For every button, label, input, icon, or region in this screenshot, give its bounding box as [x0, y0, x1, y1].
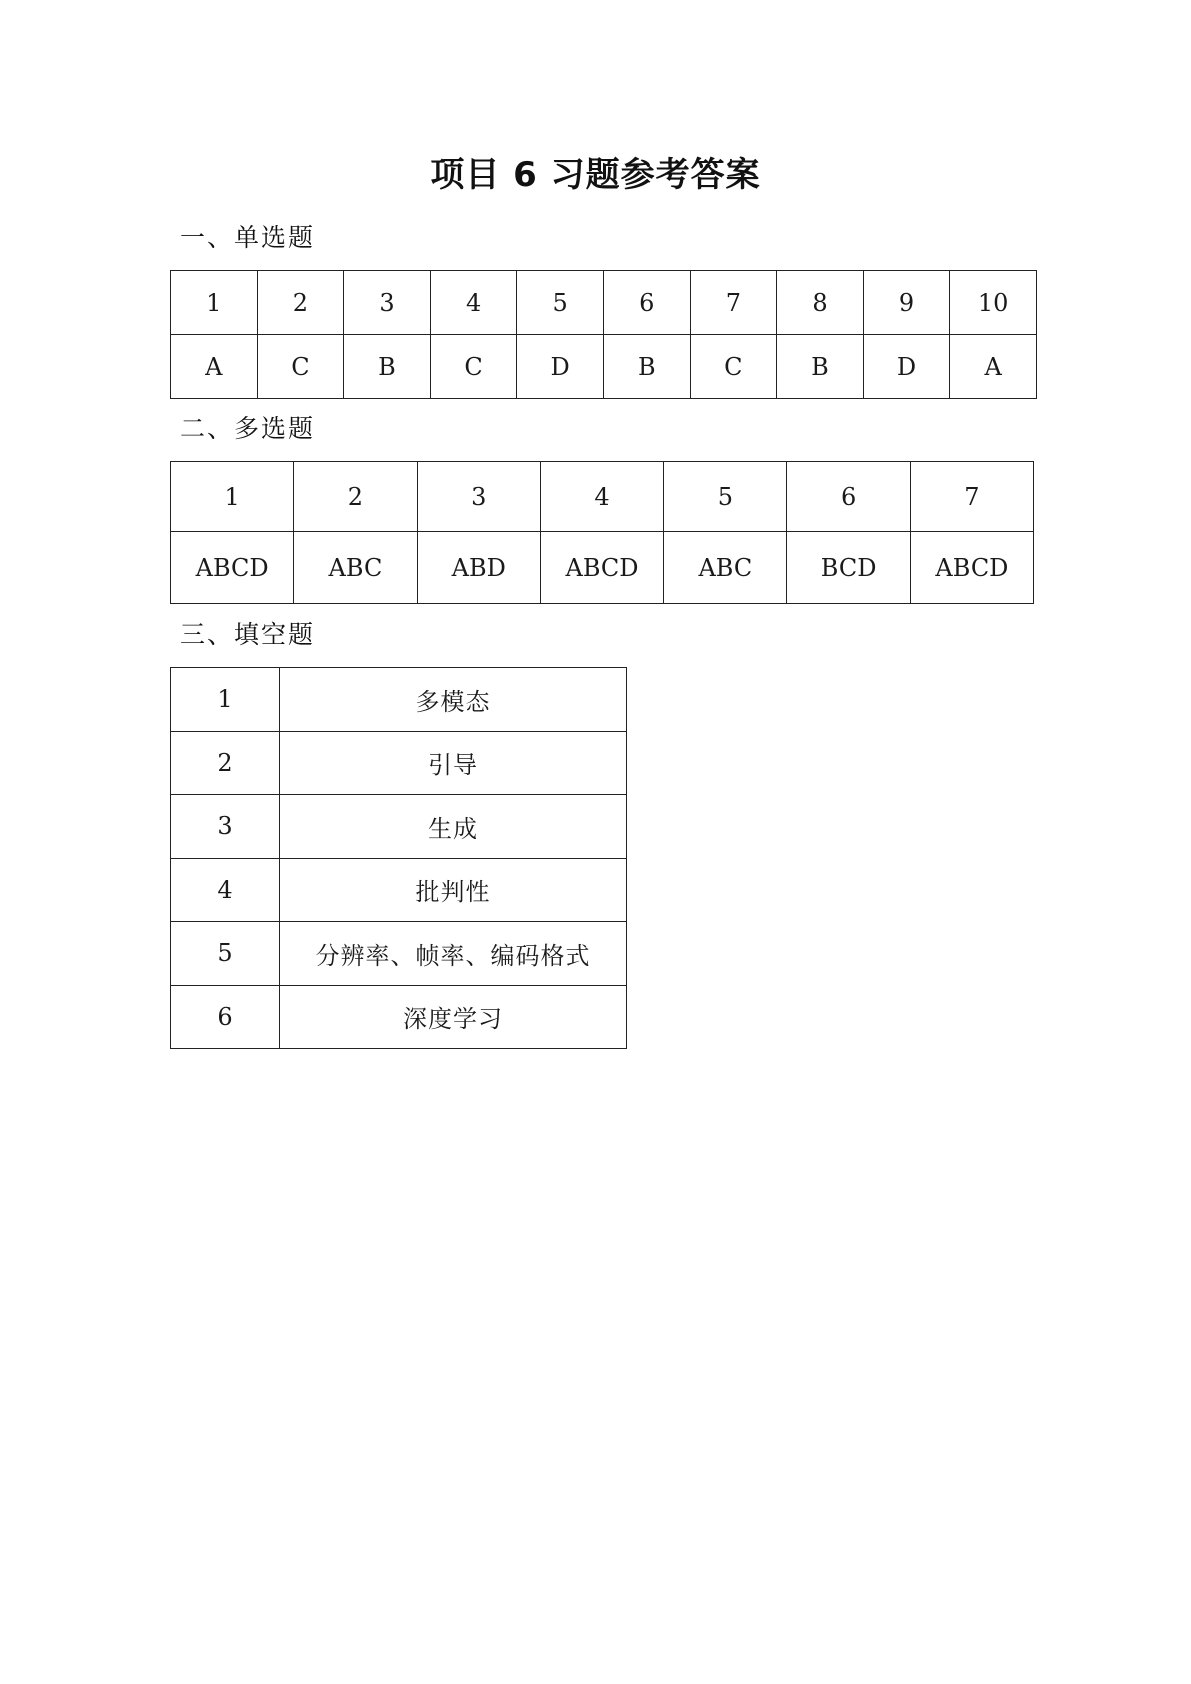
question-number-cell: 8 — [777, 271, 864, 335]
page-title: 项目 6 习题参考答案 — [430, 155, 761, 195]
table-row — [171, 922, 627, 986]
answer-cell: D — [863, 335, 950, 399]
answer-cell: ABCD — [540, 532, 663, 604]
table-row — [171, 271, 1037, 335]
answer-cell: 分辨率、帧率、编码格式 — [280, 922, 627, 986]
question-number-cell: 5 — [664, 462, 787, 532]
question-number-cell: 6 — [603, 271, 690, 335]
answer-cell: D — [517, 335, 604, 399]
question-number-cell: 5 — [517, 271, 604, 335]
answer-cell: B — [344, 335, 431, 399]
section-heading-multiple-choice: 二、多选题 — [180, 414, 316, 443]
question-number-cell: 2 — [294, 462, 417, 532]
answer-cell: 深度学习 — [280, 985, 627, 1049]
answer-cell: ABCD — [171, 532, 294, 604]
answer-cell: 批判性 — [280, 858, 627, 922]
question-number-cell: 4 — [430, 271, 517, 335]
table-row — [171, 462, 1034, 532]
question-number-cell: 3 — [417, 462, 540, 532]
question-number-cell: 1 — [171, 462, 294, 532]
answer-cell: ABC — [664, 532, 787, 604]
answer-cell: ABCD — [910, 532, 1033, 604]
question-number-cell: 6 — [787, 462, 910, 532]
answer-cell: C — [430, 335, 517, 399]
question-number-cell: 3 — [344, 271, 431, 335]
fill-in-blank-answer-table — [170, 667, 627, 1049]
answer-cell: C — [257, 335, 344, 399]
section-heading-fill-in-blank: 三、填空题 — [180, 620, 316, 649]
answer-cell: 多模态 — [280, 668, 627, 732]
question-number-cell: 9 — [863, 271, 950, 335]
answer-cell: BCD — [787, 532, 910, 604]
question-number-cell: 7 — [690, 271, 777, 335]
answer-cell: A — [950, 335, 1037, 399]
section-heading-single-choice: 一、单选题 — [180, 223, 316, 252]
question-number-cell: 1 — [171, 668, 280, 732]
answer-cell: C — [690, 335, 777, 399]
table-row — [171, 335, 1037, 399]
question-number-cell: 1 — [171, 271, 258, 335]
answer-cell: B — [603, 335, 690, 399]
table-row — [171, 731, 627, 795]
question-number-cell: 10 — [950, 271, 1037, 335]
table-row — [171, 985, 627, 1049]
answer-cell: B — [777, 335, 864, 399]
question-number-cell: 6 — [171, 985, 280, 1049]
answer-cell: A — [171, 335, 258, 399]
answer-cell: ABC — [294, 532, 417, 604]
table-row — [171, 795, 627, 859]
answer-cell: 引导 — [280, 731, 627, 795]
multiple-choice-answer-table — [170, 461, 1034, 604]
answer-cell: ABD — [417, 532, 540, 604]
table-row — [171, 668, 627, 732]
table-row — [171, 858, 627, 922]
table-row — [171, 532, 1034, 604]
question-number-cell: 3 — [171, 795, 280, 859]
question-number-cell: 4 — [171, 858, 280, 922]
answer-cell: 生成 — [280, 795, 627, 859]
question-number-cell: 7 — [910, 462, 1033, 532]
question-number-cell: 2 — [257, 271, 344, 335]
question-number-cell: 4 — [540, 462, 663, 532]
question-number-cell: 2 — [171, 731, 280, 795]
single-choice-answer-table — [170, 270, 1037, 399]
question-number-cell: 5 — [171, 922, 280, 986]
